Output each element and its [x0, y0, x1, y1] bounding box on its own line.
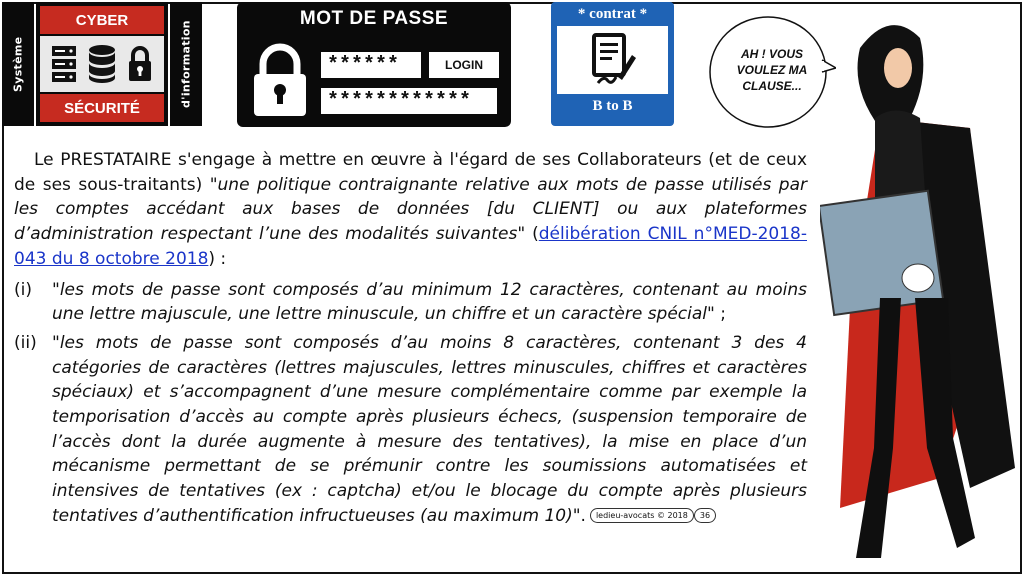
item-number: (ii)	[14, 332, 37, 353]
copyright-badge: ledieu-avocats © 2018	[590, 508, 694, 523]
login-label: LOGIN	[429, 52, 499, 78]
modality-item-i	[14, 278, 807, 327]
bubble-text	[722, 46, 822, 94]
item-i-text: "les mots de passe sont composés d’au minimum 12 caractères, contenant au moins une lettre majuscule, une lettre minuscule, un chiffre et un caractère spécial	[52, 279, 807, 325]
cnil-deliberation-link[interactable]: délibération CNIL n°MED-2018-043 du 8 octobre 2018	[14, 224, 807, 269]
information-label: d'information	[170, 2, 202, 126]
item-ii-text: "les mots de passe sont composés d’au moins 8 caractères, contenant 3 des 4 catégories de caractères (lettres majuscules, lettres minuscules, chiffres et caractères spéciaux) et s’accompagnent d’une mesure complémentaire comme par exemple la temporisation d’accès au compte après plusieurs échecs, (suspension temporaire de l’accès dont la durée augmente à mesure des tentatives), la mise en place d’un mécanisme permettant de se prémunir contre les soumissions automatisées et intensives de tentatives (ex : captcha) et/ou le blocage du compte après plusieurs tentatives d’authentification infructueuses (au maximum 10)	[52, 332, 807, 526]
systeme-label: Système	[2, 2, 34, 126]
modality-item-ii	[14, 331, 807, 529]
item-number: (i)	[14, 279, 32, 300]
contrat-btob-badge	[551, 2, 674, 126]
bubble-line-2: VOULEZ MA	[736, 63, 808, 77]
padlock-icon	[126, 44, 154, 84]
lock-icon	[251, 42, 309, 118]
security-icons	[40, 36, 164, 92]
contract-icon-box	[557, 26, 668, 94]
btob-label: B to B	[592, 98, 633, 114]
password-long-field: ************	[321, 88, 497, 114]
mot-de-passe-banner	[237, 2, 511, 127]
contrat-label: * contrat *	[577, 6, 648, 22]
cyber-securite-badge	[36, 2, 168, 126]
bubble-line-3: CLAUSE...	[742, 79, 802, 93]
bubble-line-1: AH ! VOUS	[740, 47, 803, 61]
character-illustration	[820, 8, 1020, 574]
server-icon	[50, 44, 78, 84]
item-i-end: " ;	[707, 304, 726, 325]
intro-quote: une politique contraignante relative aux mots de passe utilisés par les comptes accédant aux bases de données [du CLIENT] ou aux plateformes d’administration respectant l’une des modalités suivantes	[14, 174, 807, 245]
cyber-label: CYBER	[40, 6, 164, 34]
contract-sign-icon	[588, 31, 638, 89]
intro-after: " (	[517, 224, 539, 245]
clause-text	[14, 148, 807, 533]
database-icon	[87, 44, 117, 84]
item-ii-end: ".	[572, 505, 586, 526]
intro-paragraph	[14, 148, 807, 272]
mdp-title: MOT DE PASSE	[299, 8, 449, 29]
page-number: 36	[694, 508, 716, 523]
intro-end: ) :	[208, 248, 227, 269]
password-short-field: ******	[321, 52, 421, 78]
intro-text: Le PRESTATAIRE s'engage à mettre en œuvre à l'égard de ses Collaborateurs (et de ceux de ses sous-traitants) "	[14, 150, 807, 195]
securite-label: SÉCURITÉ	[40, 94, 164, 122]
